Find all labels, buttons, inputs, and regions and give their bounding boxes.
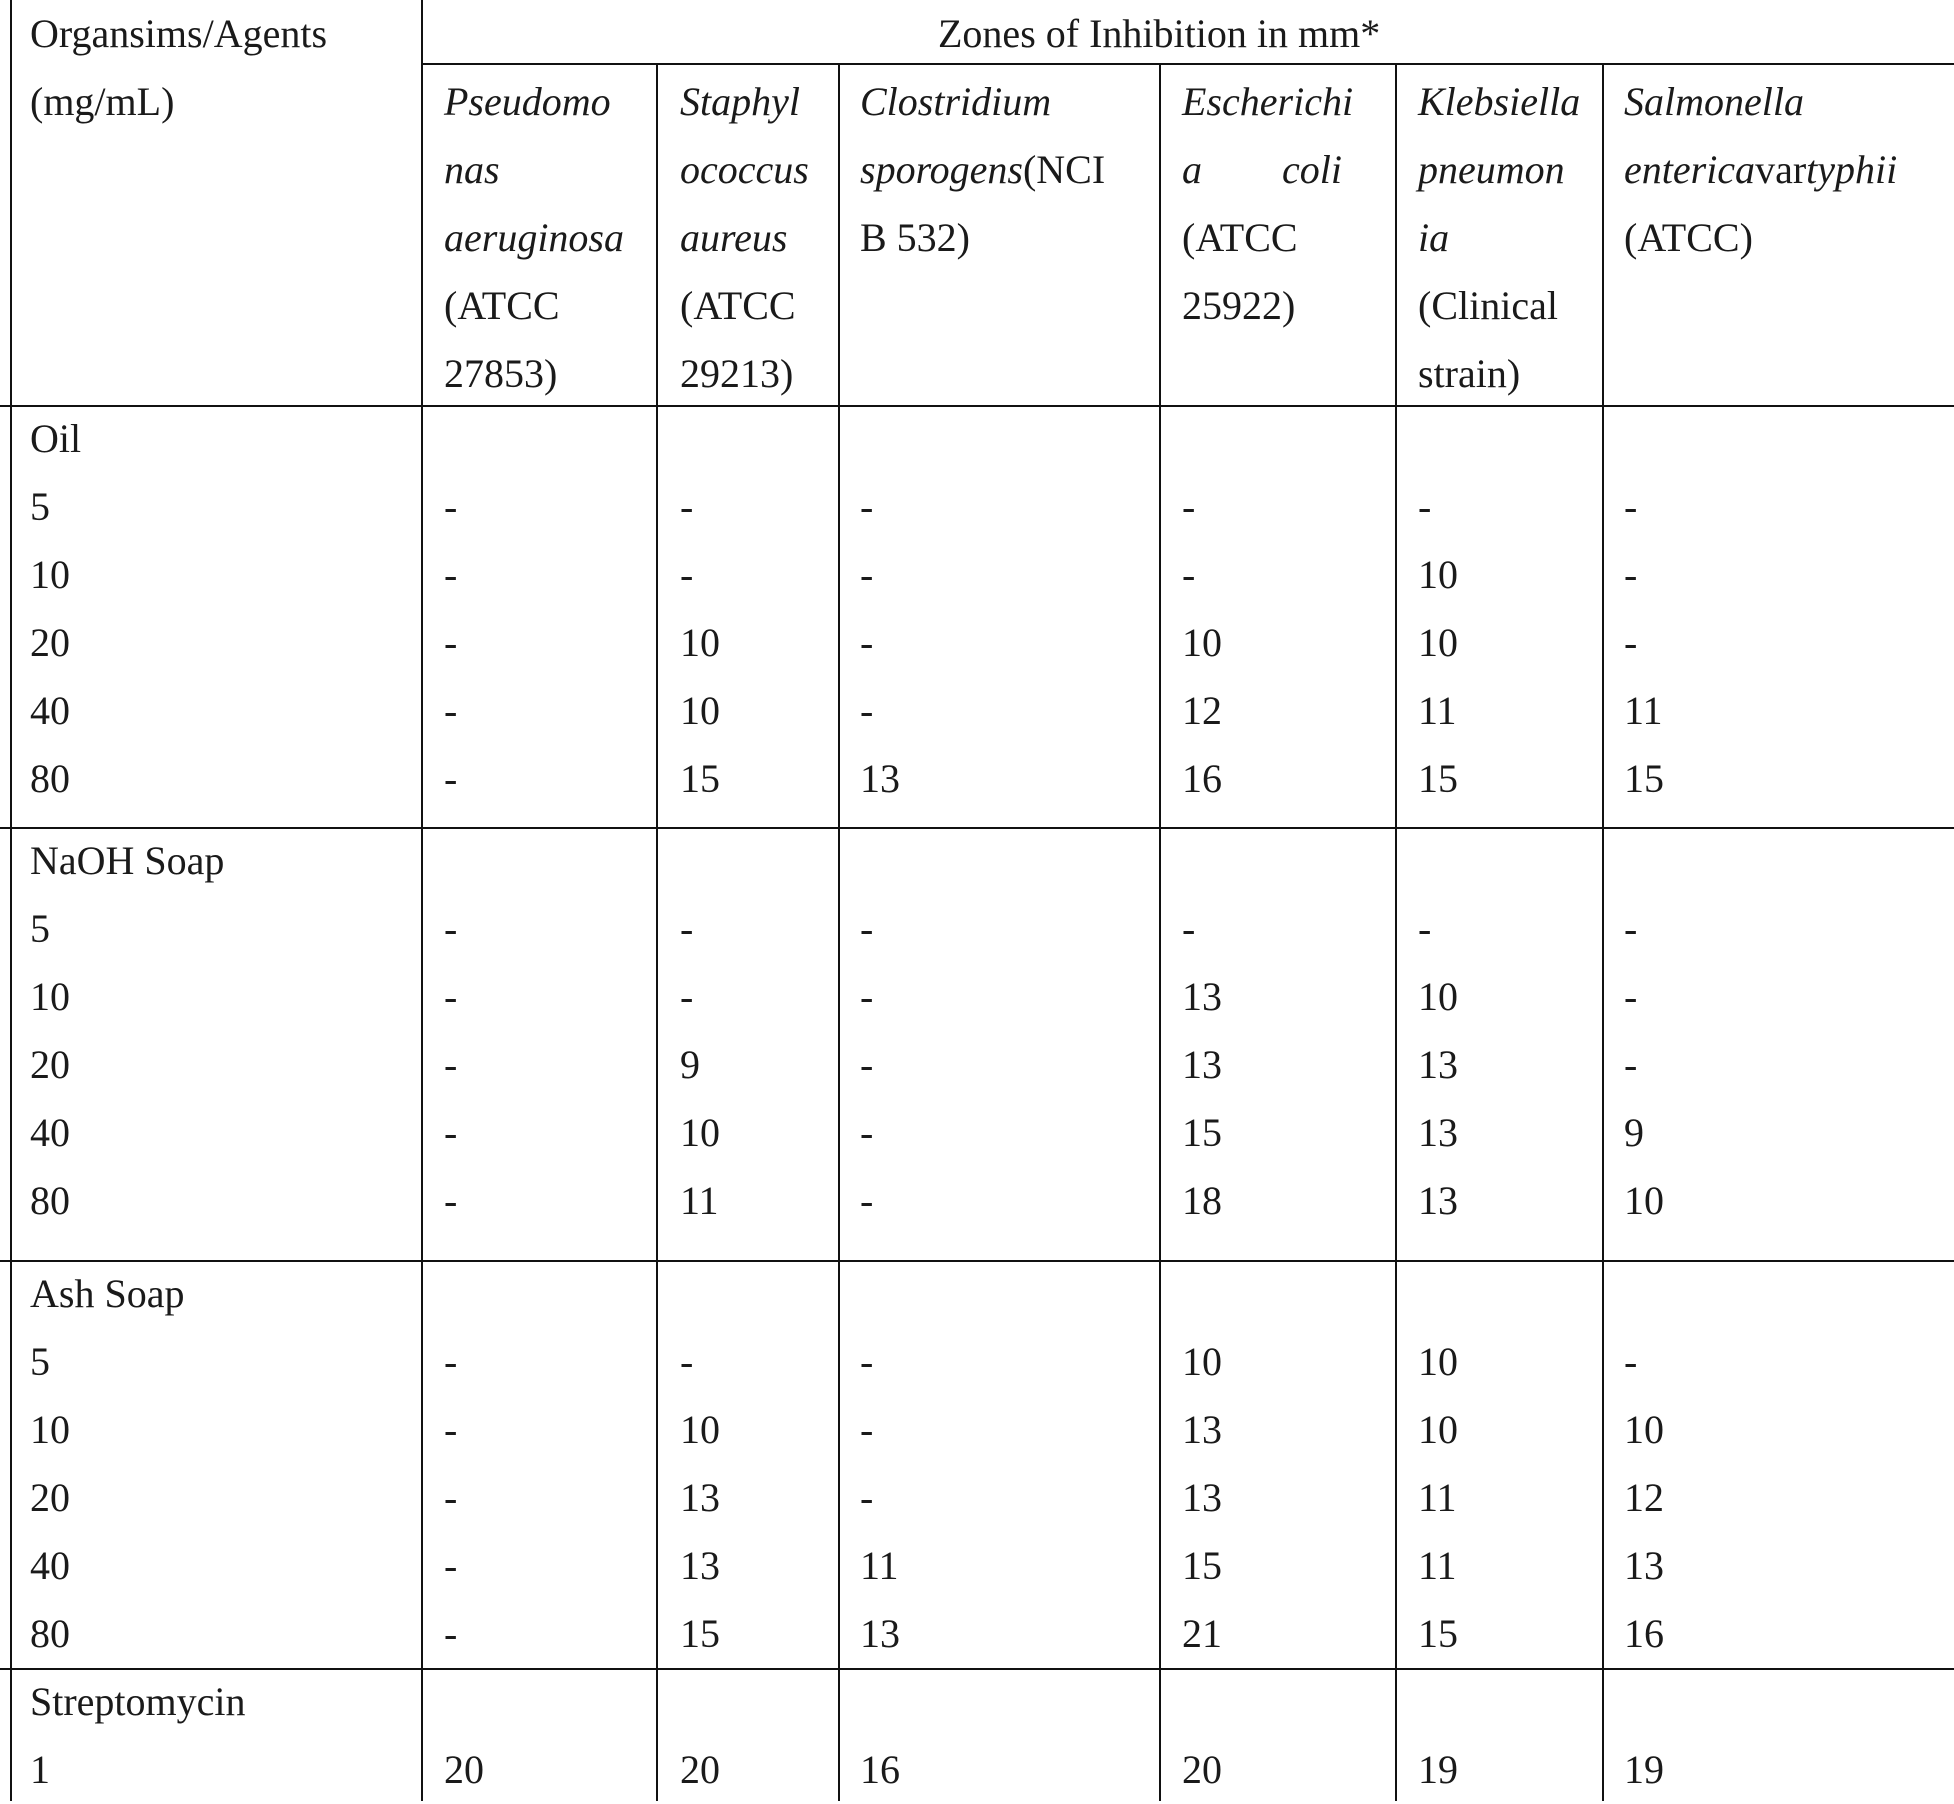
zone-value-cell: - (1418, 484, 1432, 529)
concentration-cell: 5 (30, 1339, 50, 1384)
zone-value-cell: - (1624, 1042, 1638, 1087)
concentration-cell: 10 (30, 974, 70, 1019)
zone-value-cell: 12 (1624, 1475, 1664, 1520)
zone-value-cell: - (860, 484, 874, 529)
zone-value-cell: - (444, 552, 458, 597)
row-rule (0, 1260, 1954, 1262)
zone-value-cell: - (680, 552, 694, 597)
organism-name-part: coli (1202, 147, 1342, 192)
column-rule (838, 63, 840, 1801)
zone-value-cell: - (444, 484, 458, 529)
zone-value-cell: 20 (680, 1747, 720, 1792)
concentration-cell: 80 (30, 1178, 70, 1223)
corner-header-line-2: (mg/mL) (30, 79, 175, 124)
concentration-cell: 10 (30, 552, 70, 597)
organism-header-line (1418, 204, 1580, 272)
zone-value-cell: - (444, 1110, 458, 1155)
organism-name-part: Staphyl (680, 79, 800, 124)
zone-value-cell: - (680, 484, 694, 529)
organism-name-part: nas (444, 147, 500, 192)
organism-name-part: 27853) (444, 351, 558, 396)
zone-value-cell: - (860, 974, 874, 1019)
zone-value-cell: 16 (1182, 756, 1222, 801)
zone-value-cell: - (444, 1475, 458, 1520)
organism-header-line (1182, 272, 1353, 340)
concentration-cell: 20 (30, 1475, 70, 1520)
zone-value-cell: - (444, 1543, 458, 1588)
agent-name: NaOH Soap (30, 838, 225, 883)
organism-name-part: 29213) (680, 351, 794, 396)
column-rule (656, 63, 658, 1801)
zone-value-cell: - (444, 756, 458, 801)
zone-value-cell: - (444, 1178, 458, 1223)
zone-value-cell: - (444, 974, 458, 1019)
zone-value-cell: 10 (1418, 974, 1458, 1019)
zone-value-cell: 10 (680, 620, 720, 665)
organism-column-header (1624, 68, 1897, 272)
organism-header-line (444, 340, 624, 408)
concentration-cell: 5 (30, 484, 50, 529)
agent-name: Oil (30, 416, 82, 461)
zone-value-cell: - (444, 688, 458, 733)
organism-column-header (680, 68, 809, 408)
group-header: Zones of Inhibition in mm* (938, 11, 1381, 56)
zone-value-cell: - (860, 1339, 874, 1384)
zone-value-cell: 19 (1624, 1747, 1664, 1792)
organism-header-line (1182, 68, 1353, 136)
zone-value-cell: - (444, 1042, 458, 1087)
organism-header-line (1418, 340, 1580, 408)
zone-value-cell: 12 (1182, 688, 1222, 733)
zone-value-cell: 13 (1418, 1042, 1458, 1087)
organism-name-part: sporogens (860, 147, 1023, 192)
column-rule (1602, 63, 1604, 1801)
organism-header-line (680, 272, 809, 340)
organism-header-line (680, 340, 809, 408)
column-rule (1159, 63, 1161, 1801)
column-rule (1395, 63, 1397, 1801)
organism-name-part: B 532) (860, 215, 970, 260)
zone-value-cell: 10 (1624, 1407, 1664, 1452)
row-rule (421, 63, 1954, 65)
zone-value-cell: 13 (1418, 1110, 1458, 1155)
organism-header-line (1182, 204, 1353, 272)
organism-name-part: Salmonella (1624, 79, 1804, 124)
zone-value-cell: - (444, 1407, 458, 1452)
concentration-cell: 1 (30, 1747, 50, 1792)
zone-value-cell: 9 (1624, 1110, 1644, 1155)
organism-name-part: Klebsiella (1418, 79, 1581, 124)
concentration-cell: 20 (30, 620, 70, 665)
concentration-cell: 40 (30, 688, 70, 733)
organism-header-line (1624, 68, 1897, 136)
table-left-border (10, 0, 12, 1801)
zone-value-cell: 13 (860, 756, 900, 801)
organism-header-line (1624, 204, 1897, 272)
organism-header-line (444, 136, 624, 204)
organism-name-part: (ATCC (444, 283, 560, 328)
organism-header-line (680, 204, 809, 272)
zone-value-cell: - (444, 1339, 458, 1384)
organism-name-part: ia (1418, 215, 1450, 260)
zone-value-cell: 9 (680, 1042, 700, 1087)
zone-value-cell: 13 (860, 1611, 900, 1656)
zone-value-cell: 19 (1418, 1747, 1458, 1792)
organism-name-part: strain) (1418, 351, 1521, 396)
organism-header-line (1182, 136, 1353, 204)
zone-value-cell: 10 (1624, 1178, 1664, 1223)
zone-value-cell: - (860, 1110, 874, 1155)
zone-value-cell: 11 (680, 1178, 719, 1223)
zone-value-cell: 13 (680, 1475, 720, 1520)
concentration-cell: 80 (30, 1611, 70, 1656)
organism-column-header (444, 68, 624, 408)
zone-value-cell: 13 (1182, 1407, 1222, 1452)
zone-value-cell: 15 (1418, 1611, 1458, 1656)
zone-value-cell: - (1418, 906, 1432, 951)
zone-value-cell: 11 (860, 1543, 899, 1588)
agent-name: Streptomycin (30, 1679, 246, 1724)
organism-name-part: ococcus (680, 147, 809, 192)
zone-value-cell: - (1624, 906, 1638, 951)
zone-value-cell: 13 (1182, 1475, 1222, 1520)
zone-value-cell: 11 (1624, 688, 1663, 733)
organism-name-part: (Clinical (1418, 283, 1558, 328)
zone-value-cell: 10 (1418, 620, 1458, 665)
organism-header-line (1418, 68, 1580, 136)
zone-value-cell: 15 (1182, 1543, 1222, 1588)
zone-value-cell: 15 (680, 756, 720, 801)
zone-value-cell: - (680, 1339, 694, 1384)
zone-value-cell: 13 (1624, 1543, 1664, 1588)
organism-name-part: typhii (1806, 147, 1898, 192)
concentration-cell: 5 (30, 906, 50, 951)
zone-value-cell: - (680, 906, 694, 951)
organism-name-part: Escherichi (1182, 79, 1354, 124)
organism-header-line (444, 204, 624, 272)
concentration-cell: 40 (30, 1110, 70, 1155)
organism-name-part: (ATCC (1182, 215, 1298, 260)
organism-name-part: aureus (680, 215, 788, 260)
zone-value-cell: - (860, 552, 874, 597)
zone-value-cell: - (1182, 906, 1196, 951)
zone-value-cell: 15 (680, 1611, 720, 1656)
organism-header-line (680, 136, 809, 204)
zone-value-cell: - (1624, 974, 1638, 1019)
zone-value-cell: 20 (1182, 1747, 1222, 1792)
zone-value-cell: 10 (1418, 552, 1458, 597)
zone-value-cell: - (860, 1042, 874, 1087)
organism-name-part: aeruginosa (444, 215, 624, 260)
concentration-cell: 20 (30, 1042, 70, 1087)
zone-value-cell: - (860, 620, 874, 665)
zone-value-cell: - (1624, 620, 1638, 665)
zone-value-cell: - (1624, 1339, 1638, 1384)
zone-value-cell: - (860, 1178, 874, 1223)
concentration-cell: 40 (30, 1543, 70, 1588)
concentration-cell: 10 (30, 1407, 70, 1452)
organism-header-line (680, 68, 809, 136)
column-rule (421, 0, 423, 1801)
zone-value-cell: - (1624, 484, 1638, 529)
zone-value-cell: 16 (1624, 1611, 1664, 1656)
organism-name-part: Clostridium (860, 79, 1052, 124)
row-rule (0, 1668, 1954, 1670)
corner-header-line-1: Organsims/Agents (30, 11, 328, 56)
organism-name-part: enterica (1624, 147, 1756, 192)
organism-name-part: (NCI (1022, 147, 1106, 192)
zone-value-cell: - (444, 1611, 458, 1656)
zone-value-cell: 11 (1418, 1475, 1457, 1520)
zone-value-cell: - (444, 620, 458, 665)
zone-value-cell: 11 (1418, 1543, 1457, 1588)
zone-value-cell: - (444, 906, 458, 951)
organism-header-line (1418, 272, 1580, 340)
zone-value-cell: - (1182, 484, 1196, 529)
organism-header-line (860, 68, 1105, 136)
organism-column-header (1182, 68, 1353, 340)
concentration-cell: 80 (30, 756, 70, 801)
organism-column-header (860, 68, 1105, 272)
organism-name-part: pneumon (1418, 147, 1565, 192)
zone-value-cell: 13 (680, 1543, 720, 1588)
zone-value-cell: 10 (1418, 1407, 1458, 1452)
zone-value-cell: 20 (444, 1747, 484, 1792)
organism-name-part: var (1755, 147, 1807, 192)
zone-value-cell: 15 (1418, 756, 1458, 801)
row-rule (0, 405, 1954, 407)
zone-value-cell: 10 (1182, 620, 1222, 665)
organism-header-line (1624, 136, 1897, 204)
organism-header-line (860, 136, 1105, 204)
zone-value-cell: - (1624, 552, 1638, 597)
zone-value-cell: 15 (1182, 1110, 1222, 1155)
zone-value-cell: - (860, 1475, 874, 1520)
zone-value-cell: - (1182, 552, 1196, 597)
zone-value-cell: 13 (1418, 1178, 1458, 1223)
organism-name-part: 25922) (1182, 283, 1296, 328)
organism-name-part: (ATCC (680, 283, 796, 328)
zone-value-cell: 15 (1624, 756, 1664, 801)
zone-value-cell: 13 (1182, 974, 1222, 1019)
zone-value-cell: - (860, 1407, 874, 1452)
organism-name-part: Pseudomo (444, 79, 611, 124)
zone-value-cell: 10 (680, 688, 720, 733)
organism-name-part: a (1182, 147, 1202, 192)
zone-value-cell: 10 (1418, 1339, 1458, 1384)
zone-value-cell: 18 (1182, 1178, 1222, 1223)
zone-value-cell: - (860, 906, 874, 951)
zone-value-cell: 10 (680, 1110, 720, 1155)
zone-value-cell: 10 (680, 1407, 720, 1452)
zone-value-cell: 13 (1182, 1042, 1222, 1087)
organism-header-line (444, 68, 624, 136)
organism-name-part: (ATCC) (1624, 215, 1753, 260)
organism-column-header (1418, 68, 1580, 408)
row-rule (0, 827, 1954, 829)
agent-name: Ash Soap (30, 1271, 185, 1316)
zone-value-cell: 11 (1418, 688, 1457, 733)
zone-value-cell: 10 (1182, 1339, 1222, 1384)
zone-value-cell: 16 (860, 1747, 900, 1792)
zone-value-cell: 21 (1182, 1611, 1222, 1656)
organism-header-line (444, 272, 624, 340)
organism-header-line (860, 204, 1105, 272)
organism-header-line (1418, 136, 1580, 204)
zone-value-cell: - (680, 974, 694, 1019)
zone-value-cell: - (860, 688, 874, 733)
